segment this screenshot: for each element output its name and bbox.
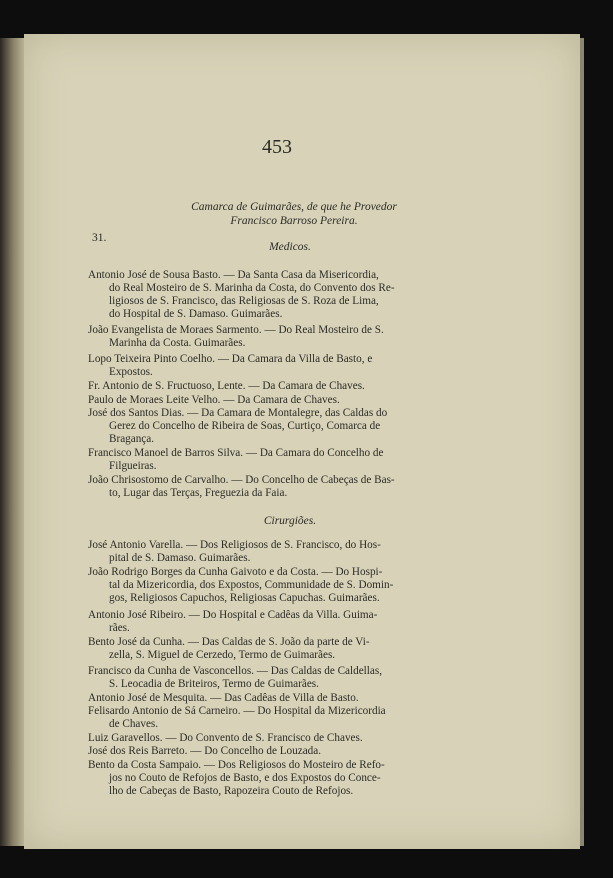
list-item (88, 705, 473, 731)
list-item (88, 474, 473, 500)
entry-first-line: José Antonio Varella. — Dos Religiosos de S. Francisco, do Hos- (88, 539, 381, 551)
entry-first-line: Antonio José de Mesquita. — Das Cadêas de Villa de Basto. (88, 692, 359, 704)
entry-continuation: do Hospital de S. Damaso. Guimarães. (109, 308, 283, 321)
entry-first-line: Luiz Garavellos. — Do Convento de S. Francisco de Chaves. (88, 732, 363, 744)
list-item (88, 447, 468, 473)
entry-continuation: S. Leocadia de Briteiros, Termo de Guimarães. (109, 678, 319, 691)
entry-first-line: Bento da Costa Sampaio. — Dos Religiosos do Mosteiro de Refo- (88, 759, 385, 771)
entry-first-line: João Rodrigo Borges da Cunha Gaivoto e da Costa. — Do Hospi- (88, 566, 383, 578)
entry-continuation: Bragança. (109, 433, 155, 446)
section-number: 31. (92, 232, 107, 244)
entry-continuation: do Real Mosteiro de S. Marinha da Costa, do Convento dos Re- (109, 282, 395, 295)
title-line-2: Francisco Barroso Pereira. (230, 215, 358, 227)
entry-first-line: Paulo de Moraes Leite Velho. — Da Camara de Chaves. (88, 394, 340, 406)
list-item (88, 732, 468, 745)
entry-continuation: Expostos. (109, 366, 153, 379)
entry-continuation: zella, S. Miguel de Cerzedo, Termo de Guimarães. (109, 649, 336, 662)
entry-continuation: to, Lugar das Terças, Freguezia da Faia. (109, 487, 288, 500)
entry-continuation: de Chaves. (109, 718, 159, 731)
list-item (88, 759, 468, 798)
entry-continuation: pital de S. Damaso. Guimarães. (109, 552, 251, 565)
entry-first-line: Lopo Teixeira Pinto Coelho. — Da Camara da Villa de Basto, e (88, 353, 373, 365)
entry-continuation: jos no Couto de Refojos de Basto, e dos Expostos do Conce- (109, 772, 381, 785)
page-number: 453 (262, 136, 292, 158)
entry-first-line: Bento José da Cunha. — Das Caldas de S. João da parte de Vi- (88, 636, 370, 648)
list-item (88, 407, 468, 446)
section-header-medicos: Medicos. (269, 241, 311, 253)
entry-continuation: rães. (109, 622, 130, 635)
list-item (88, 745, 468, 758)
entry-first-line: João Chrisostomo de Carvalho. — Do Concelho de Cabeças de Bas- (88, 474, 395, 486)
entry-first-line: Felisardo Antonio de Sá Carneiro. — Do Hospital da Mizericordia (88, 705, 386, 717)
entry-continuation: lho de Cabeças de Basto, Rapozeira Couto de Refojos. (109, 785, 354, 798)
entry-first-line: Antonio José Ribeiro. — Do Hospital e Cadêas da Villa. Guima- (88, 609, 378, 621)
page-right-edge (580, 38, 584, 846)
entry-continuation: ligiosos de S. Francisco, das Religiosas de S. Roza de Lima, (109, 295, 379, 308)
list-item (88, 566, 468, 605)
page-title (144, 200, 444, 228)
entry-continuation: gos, Religiosos Capuchos, Religiosas Capuchas. Guimarães. (109, 592, 380, 605)
entry-continuation: tal da Mizericordia, dos Expostos, Communidade de S. Domin- (109, 579, 394, 592)
book-page (24, 34, 580, 849)
entry-continuation: Gerez do Concelho de Ribeira de Soas, Curtiço, Comarca de (109, 420, 381, 433)
entry-first-line: Fr. Antonio de S. Fructuoso, Lente. — Da Camara de Chaves. (88, 380, 365, 392)
list-item (88, 636, 468, 662)
title-line-1: Camarca de Guimarães, de que he Provedor (191, 201, 397, 213)
section-header-cirurgioes: Cirurgiões. (263, 515, 317, 527)
entry-continuation: Filgueiras. (109, 460, 157, 473)
entry-continuation: Marinha da Costa. Guimarães. (109, 337, 246, 350)
list-item (88, 609, 468, 635)
list-item (88, 692, 468, 705)
book-spine-edge (0, 38, 24, 846)
entry-first-line: José dos Santos Dias. — Da Camara de Montalegre, das Caldas do (88, 407, 388, 419)
list-item (88, 394, 468, 407)
list-item (88, 353, 468, 379)
list-item (88, 324, 468, 350)
entry-first-line: Antonio José de Sousa Basto. — Da Santa Casa da Misericordia, (88, 269, 379, 281)
entry-first-line: Francisco da Cunha de Vasconcellos. — Das Caldas de Caldellas, (88, 665, 383, 677)
list-item (88, 539, 468, 565)
list-item (88, 665, 468, 691)
list-item (88, 269, 468, 321)
entry-first-line: José dos Reis Barreto. — Do Concelho de Louzada. (88, 745, 322, 757)
entry-first-line: Francisco Manoel de Barros Silva. — Da Camara do Concelho de (88, 447, 384, 459)
entry-first-line: João Evangelista de Moraes Sarmento. — Do Real Mosteiro de S. (88, 324, 384, 336)
list-item (88, 380, 468, 393)
